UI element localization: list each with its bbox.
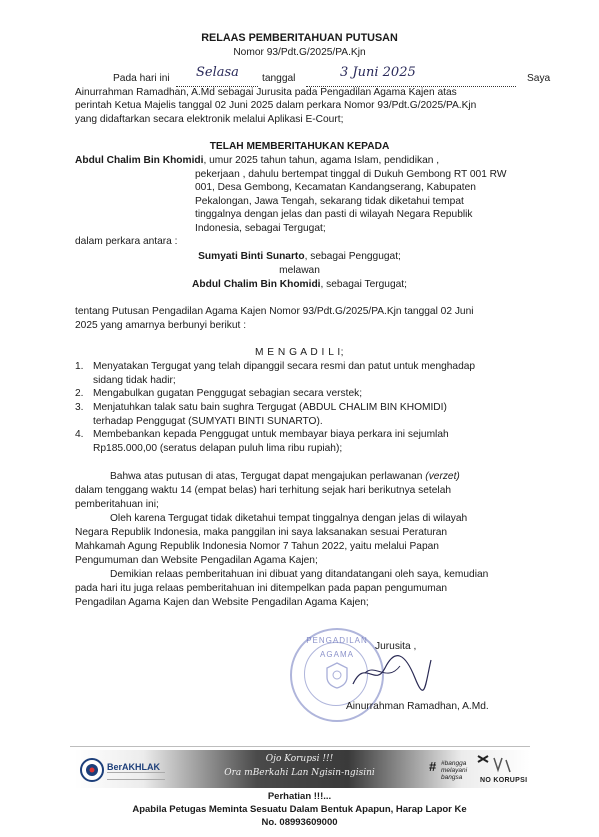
- plaintiff-name: Sumyati Binti Sunarto: [198, 251, 305, 262]
- verdict-number: 2.: [75, 388, 84, 399]
- verdict-text-line-2: Rp185.000,00 (seratus delapan puluh lima ribu rupiah);: [93, 442, 343, 454]
- recipient-line-6: Indonesia, sebagai Tergugat;: [195, 223, 326, 234]
- closing-p1-line-3: pemberitahuan ini;: [75, 499, 159, 510]
- verdict-text-line-1: Menyatakan Tergugat yang telah dipanggil secara resmi dan patut untuk menghadap: [93, 361, 476, 372]
- closing-p2-line-3: Mahkamah Agung Republik Indonesia Nomor 7 Tahun 2022, yaitu melalui Papan: [75, 541, 439, 552]
- recipient-line-5: tinggalnya dengan jelas dan pasti di wilayah Negara Republik: [195, 209, 473, 220]
- verdict-number: 1.: [75, 361, 84, 372]
- signature-scribble: [345, 648, 435, 693]
- intro-line-3: perintah Ketua Majelis tanggal 02 Juni 2025 dalam perkara Nomor 93/Pdt.G/2025/PA.Kjn: [75, 100, 477, 111]
- intro-line-4: yang didaftarkan secara elektronik melalui Aplikasi E-Court;: [75, 114, 344, 125]
- decision-intro-line-1: tentang Putusan Pengadilan Agama Kajen Nomor 93/Pdt.G/2025/PA.Kjn tanggal 02 Juni: [75, 306, 474, 317]
- date-handwritten: 3 Juni 2025: [340, 65, 416, 80]
- day-handwritten: Selasa: [196, 65, 239, 80]
- verdict-text-line-1: Menjatuhkan talak satu bain sughra Tergugat (ABDUL CHALIM BIN KHOMIDI): [93, 402, 447, 413]
- recipient-name: Abdul Chalim Bin Khomidi: [75, 155, 204, 166]
- verdict-item: [75, 428, 555, 455]
- defendant-line: [0, 278, 599, 292]
- defendant-role: , sebagai Tergugat;: [320, 279, 407, 290]
- defendant-name: Abdul Chalim Bin Khomidi: [192, 279, 321, 290]
- verdict-list: [75, 360, 555, 455]
- verdict-number: 4.: [75, 429, 84, 440]
- document-title: RELAAS PEMBERITAHUAN PUTUSAN: [201, 32, 398, 44]
- verdict-text-line-2: sidang tidak hadir;: [93, 374, 176, 386]
- stamp-text: PENGADILAN AGAMA: [306, 636, 368, 659]
- verdict-item: [75, 401, 555, 428]
- recipient-line-2: pekerjaan , dahulu bertempat tinggal di Dukuh Gembong RT 001 RW: [195, 169, 507, 180]
- closing-p3-line-1: Demikian relaas pemberitahuan ini dibuat yang ditandatangani oleh saya, kemudian: [110, 569, 489, 580]
- signature-role: Jurusita ,: [375, 641, 417, 652]
- notice-heading: TELAH MEMBERITAHUKAN KEPADA: [209, 141, 390, 152]
- intro-saya: Saya: [527, 73, 551, 84]
- hashtag-icon: #: [429, 759, 437, 774]
- closing-p1-line-1: [110, 470, 460, 484]
- intro-pada-hari-ini: Pada hari ini: [113, 73, 170, 84]
- closing-p3-line-2: pada hari itu juga relaas pemberitahuan ini ditempelkan pada papan pengumuman: [75, 583, 448, 594]
- footer-divider: [70, 746, 530, 747]
- slogan-line-1: Ojo Korupsi !!!: [265, 754, 334, 764]
- closing-p3-line-3: Pengadilan Agama Kajen dan Website Pengadilan Agama Kajen;: [75, 597, 369, 608]
- verdict-number: 3.: [75, 402, 84, 413]
- signature-name: Ainurrahman Ramadhan, A.Md.: [346, 701, 489, 712]
- intro-line-2: Ainurrahman Ramadhan, A.Md sebagai Jurusita pada Pengadilan Agama Kajen atas: [75, 87, 457, 98]
- versus-label: melawan: [279, 265, 320, 276]
- parties-intro: dalam perkara antara :: [75, 236, 178, 247]
- verdict-text-line-2: terhadap Penggugat (SUMYATI BINTI SUNARTO).: [93, 415, 323, 427]
- no-korupsi-label: NO KORUPSI: [480, 777, 528, 784]
- recipient-line-4: Pekalongan, Jawa Tengah, sekarang tidak diketahui tempat: [195, 196, 464, 207]
- intro-tanggal: tanggal: [262, 73, 296, 84]
- mengadili-heading: M E N G A D I L I;: [254, 347, 344, 358]
- plaintiff-role: , sebagai Penggugat;: [304, 251, 401, 262]
- closing-p2-line-2: Negara Republik Indonesia, maka panggilan ini saya laksanakan sesuai Peraturan: [75, 527, 448, 538]
- verdict-text-line-1: Mengabulkan gugatan Penggugat sebagian secara verstek;: [93, 388, 363, 399]
- report-phone: No. 08993609000: [261, 817, 338, 828]
- recipient-line-1-rest: , umur 2025 tahun tahun, agama Islam, pendidikan ,: [203, 155, 440, 166]
- berakhlak-label: BerAKHLAK: [107, 762, 161, 772]
- decision-intro-line-2: 2025 yang amarnya berbunyi berikut :: [75, 320, 247, 331]
- document-number: Nomor 93/Pdt.G/2025/PA.Kjn: [233, 47, 366, 58]
- verdict-item: [75, 360, 555, 387]
- closing-p1-line-2: dalam tenggang waktu 14 (empat belas) hari terhitung sejak hari berikutnya setelah: [75, 485, 452, 496]
- recipient-line-3: 001, Desa Gembong, Kecamatan Kandangserang, Kabupaten: [195, 182, 476, 193]
- verdict-text-line-1: Membebankan kepada Penggugat untuk membayar biaya perkara ini sejumlah: [93, 429, 449, 440]
- closing-p2-line-4: Pengumuman dan Website Pengadilan Agama Kajen;: [75, 555, 318, 566]
- perhatian-label: Perhatian !!!...: [267, 791, 332, 802]
- verzet-term: (verzet): [425, 471, 460, 482]
- bangga-melayani-label: #bangga melayani bangsa: [441, 760, 468, 781]
- slogan-line-2: Ora mBerkahi Lan Ngisin-ngisini: [224, 768, 375, 778]
- closing-p2-line-1: Oleh karena Tergugat tidak diketahui tempat tinggalnya dengan jelas di wilayah: [110, 513, 468, 524]
- verdict-item: [75, 387, 555, 401]
- plaintiff-line: [0, 250, 599, 264]
- report-notice: Apabila Petugas Meminta Sesuatu Dalam Bentuk Apapun, Harap Lapor Ke: [132, 804, 467, 815]
- recipient-line-1: [75, 154, 551, 168]
- closing-p1-text: Bahwa atas putusan di atas, Tergugat dapat mengajukan perlawanan: [110, 471, 423, 482]
